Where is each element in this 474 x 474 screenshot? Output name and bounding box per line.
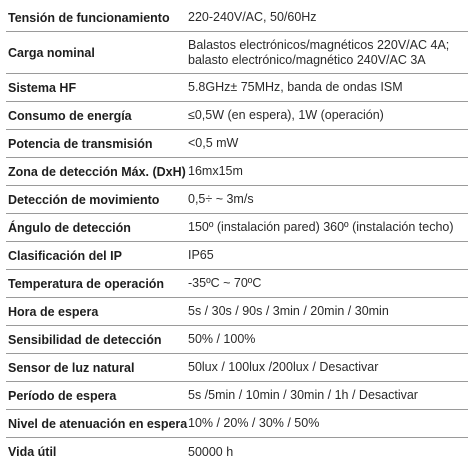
- spec-label: Clasificación del IP: [8, 248, 122, 263]
- spec-row-tension: [6, 4, 468, 32]
- spec-value: 50000 h: [188, 444, 234, 459]
- spec-value: 5s / 30s / 90s / 3min / 20min / 30min: [188, 304, 389, 318]
- spec-value: 16mx15m: [188, 164, 243, 178]
- spec-label: Carga nominal: [8, 45, 95, 60]
- spec-value: -35ºC ~ 70ºC: [188, 276, 262, 290]
- spec-row-vida-util: [6, 438, 468, 466]
- spec-label: Zona de detección Máx. (DxH): [8, 164, 186, 179]
- spec-row-sensibilidad: [6, 326, 468, 354]
- spec-label: Consumo de energía: [8, 108, 132, 123]
- spec-value: 220-240V/AC, 50/60Hz: [188, 10, 317, 24]
- spec-value-line-2: balasto electrónico/magnético 240V/AC 3A: [188, 52, 426, 67]
- spec-label: Hora de espera: [8, 304, 99, 319]
- spec-row-sensor-luz: [6, 354, 468, 382]
- spec-label: Nivel de atenuación en espera: [8, 416, 188, 431]
- spec-label: Sensibilidad de detección: [8, 332, 162, 347]
- spec-label: Tensión de funcionamiento: [8, 10, 170, 25]
- spec-label: Temperatura de operación: [8, 276, 165, 291]
- spec-label: Detección de movimiento: [8, 192, 160, 207]
- spec-label: Período de espera: [8, 388, 117, 403]
- spec-label: Ángulo de detección: [8, 220, 131, 235]
- spec-row-atenuacion: [6, 410, 468, 438]
- spec-value: 5s /5min / 10min / 30min / 1h / Desactivar: [188, 388, 418, 402]
- spec-value: ≤0,5W (en espera), 1W (operación): [188, 108, 384, 122]
- spec-row-deteccion-movimiento: [6, 186, 468, 214]
- spec-row-periodo-espera: [6, 382, 468, 410]
- spec-value: 50% / 100%: [188, 332, 256, 346]
- spec-value: [188, 38, 468, 68]
- spec-value-line-1: Balastos electrónicos/magnéticos 220V/AC 4A;: [188, 37, 450, 52]
- spec-label: Sensor de luz natural: [8, 360, 135, 375]
- spec-value: 50lux / 100lux /200lux / Desactivar: [188, 360, 379, 374]
- spec-value: 5.8GHz± 75MHz, banda de ondas ISM: [188, 80, 403, 94]
- spec-row-carga: [6, 32, 468, 74]
- spec-value: 10% / 20% / 30% / 50%: [188, 416, 320, 430]
- spec-table: [6, 0, 468, 466]
- spec-row-potencia: [6, 130, 468, 158]
- spec-row-angulo: [6, 214, 468, 242]
- spec-value: 150º (instalación pared) 360º (instalación techo): [188, 220, 454, 234]
- spec-label: Vida útil: [8, 445, 57, 459]
- spec-row-temperatura: [6, 270, 468, 298]
- spec-value: 0,5÷ ~ 3m/s: [188, 192, 254, 206]
- spec-row-zona: [6, 158, 468, 186]
- spec-value: <0,5 mW: [188, 136, 239, 150]
- spec-row-hora-espera: [6, 298, 468, 326]
- spec-label: Sistema HF: [8, 80, 77, 95]
- spec-row-sistema-hf: [6, 74, 468, 102]
- spec-row-consumo: [6, 102, 468, 130]
- spec-row-ip: [6, 242, 468, 270]
- spec-value: IP65: [188, 248, 214, 262]
- spec-label: Potencia de transmisión: [8, 136, 153, 151]
